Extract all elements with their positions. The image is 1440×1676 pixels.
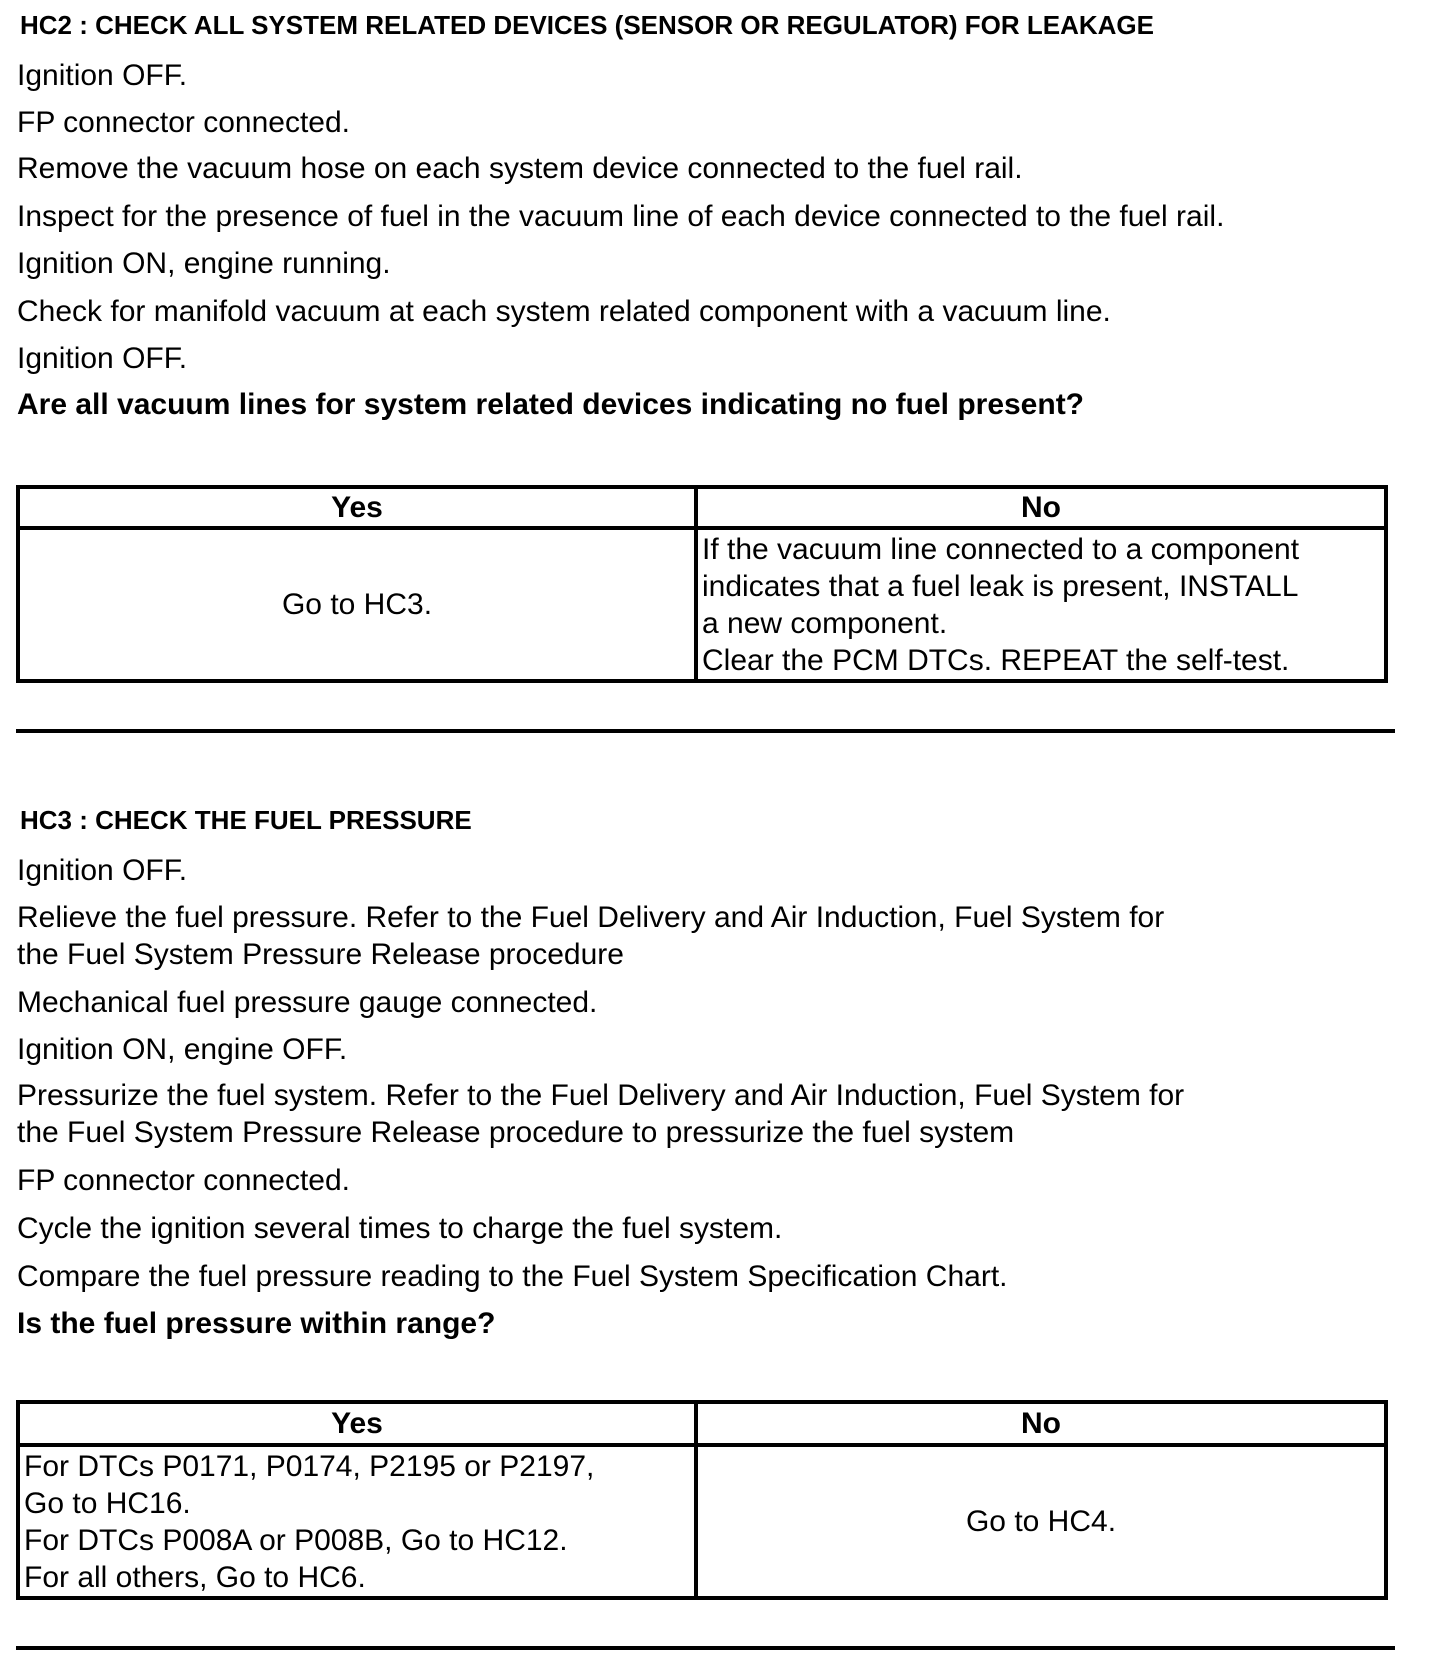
yes-column-header: Yes <box>18 1402 696 1445</box>
yes-cell: Go to HC3. <box>18 528 696 681</box>
no-cell-line: Clear the PCM DTCs. REPEAT the self-test. <box>702 643 1290 677</box>
hc2-question: Are all vacuum lines for system related devices indicating no fuel present? <box>17 388 1085 421</box>
no-cell <box>696 528 1386 681</box>
section-divider <box>16 1646 1395 1650</box>
no-column-header: No <box>696 1402 1386 1445</box>
hc3-step: the Fuel System Pressure Release procedure <box>17 938 624 971</box>
hc2-step: Remove the vacuum hose on each system device connected to the fuel rail. <box>17 152 1023 185</box>
no-cell-line: indicates that a fuel leak is present, INSTALL <box>702 569 1299 603</box>
table-header-row <box>18 487 1386 528</box>
yes-column-header: Yes <box>18 487 696 528</box>
yes-cell-line: For DTCs P008A or P008B, Go to HC12. <box>24 1523 568 1557</box>
hc3-step: Ignition ON, engine OFF. <box>17 1033 348 1066</box>
hc3-step: Relieve the fuel pressure. Refer to the Fuel Delivery and Air Induction, Fuel System for <box>17 901 1165 934</box>
hc2-step: Ignition ON, engine running. <box>17 247 391 280</box>
hc3-question: Is the fuel pressure within range? <box>17 1307 496 1340</box>
hc2-title: HC2 : CHECK ALL SYSTEM RELATED DEVICES (SENSOR OR REGULATOR) FOR LEAKAGE <box>20 10 1154 40</box>
hc3-step: FP connector connected. <box>17 1164 350 1197</box>
hc2-step: Inspect for the presence of fuel in the vacuum line of each device connected to the fuel rail. <box>17 200 1225 233</box>
hc3-title: HC3 : CHECK THE FUEL PRESSURE <box>20 805 472 835</box>
hc3-step: Ignition OFF. <box>17 854 188 887</box>
no-cell-line: If the vacuum line connected to a component <box>702 532 1300 566</box>
hc2-result-table <box>16 485 1388 683</box>
hc2-step: FP connector connected. <box>17 106 350 139</box>
yes-cell-line: Go to HC16. <box>24 1486 191 1520</box>
hc3-step: Mechanical fuel pressure gauge connected. <box>17 986 598 1019</box>
hc2-step: Ignition OFF. <box>17 59 188 92</box>
table-header-row <box>18 1402 1386 1445</box>
hc3-step: the Fuel System Pressure Release procedure to pressurize the fuel system <box>17 1116 1015 1149</box>
table-row <box>18 1445 1386 1598</box>
table-row <box>18 528 1386 681</box>
hc2-step: Ignition OFF. <box>17 342 188 375</box>
no-cell-line: a new component. <box>702 606 948 640</box>
section-divider <box>16 729 1395 733</box>
no-cell: Go to HC4. <box>696 1445 1386 1598</box>
hc2-step: Check for manifold vacuum at each system related component with a vacuum line. <box>17 295 1111 328</box>
yes-cell-line: For DTCs P0171, P0174, P2195 or P2197, <box>24 1449 595 1483</box>
hc3-step: Pressurize the fuel system. Refer to the Fuel Delivery and Air Induction, Fuel System for <box>17 1079 1185 1112</box>
yes-cell-line: For all others, Go to HC6. <box>24 1560 366 1594</box>
no-column-header: No <box>696 487 1386 528</box>
hc3-step: Cycle the ignition several times to charge the fuel system. <box>17 1212 783 1245</box>
hc3-result-table <box>16 1400 1388 1600</box>
hc3-step: Compare the fuel pressure reading to the Fuel System Specification Chart. <box>17 1260 1008 1293</box>
yes-cell <box>18 1445 696 1598</box>
